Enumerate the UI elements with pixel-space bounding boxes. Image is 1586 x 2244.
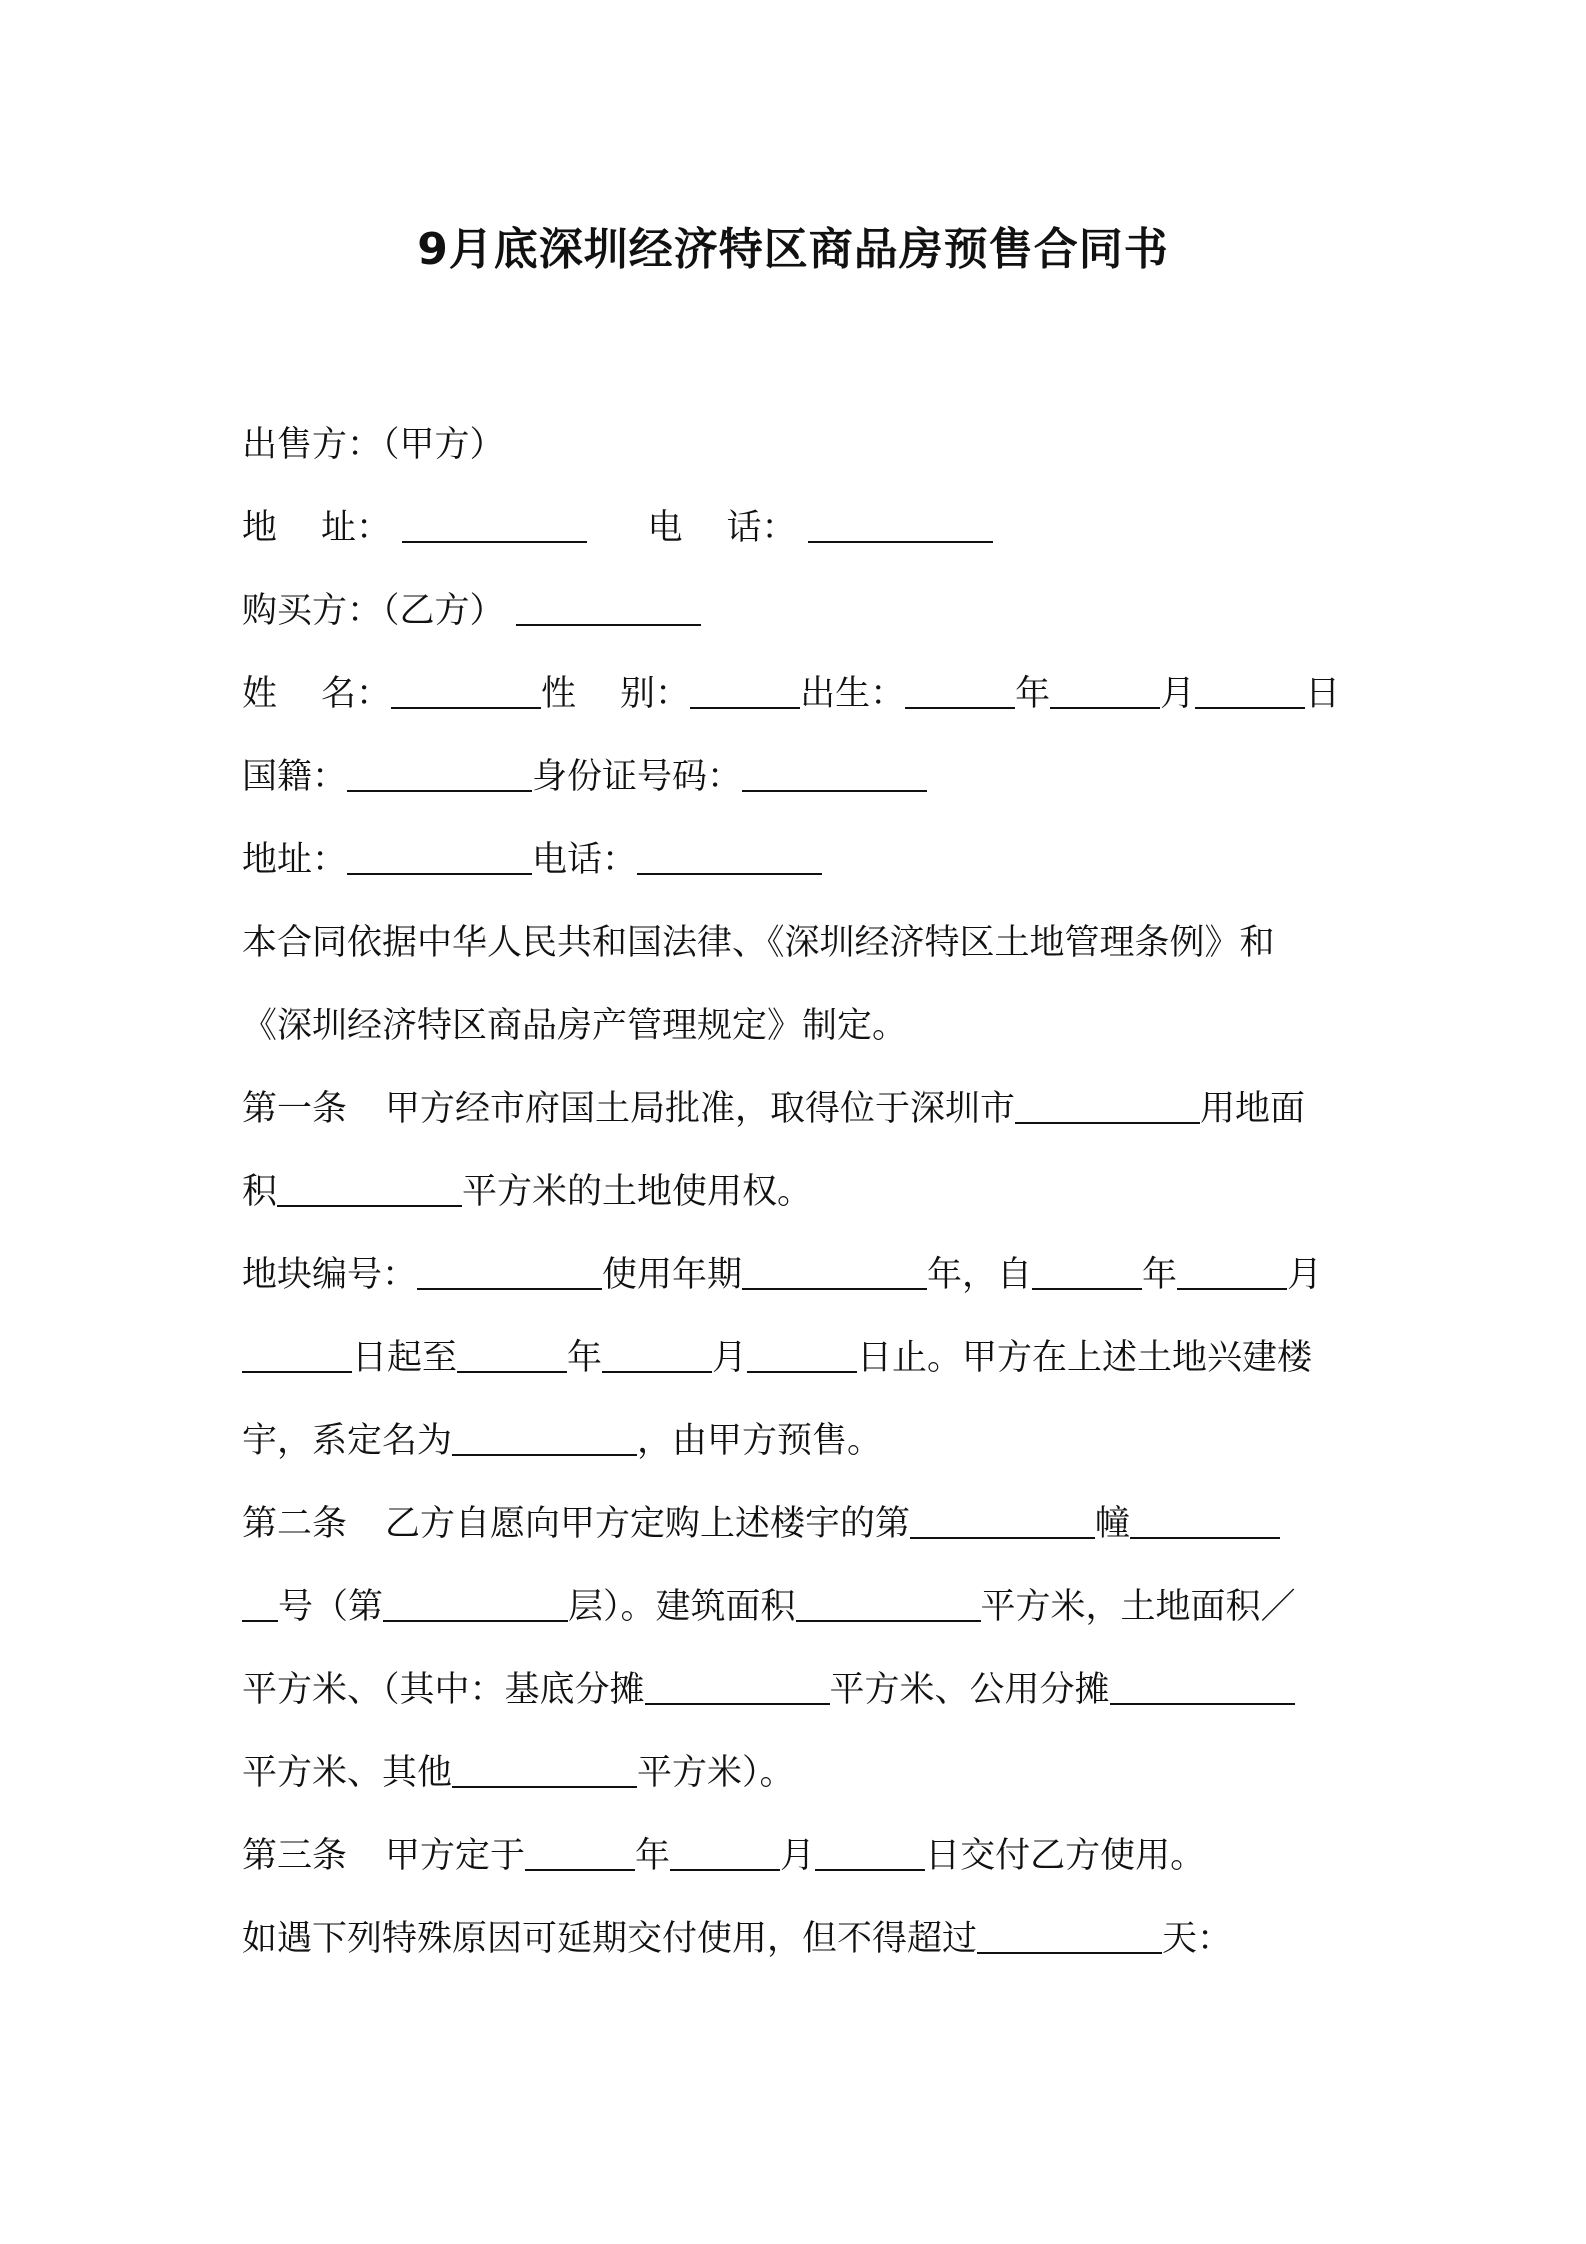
birth-month-blank[interactable] — [1050, 667, 1160, 709]
public-share-label: 平方米、公用分摊 — [829, 1670, 1110, 1710]
name-label-a: 姓 — [242, 674, 278, 714]
birth-label: 出生： — [800, 674, 906, 714]
other-area-unit: 平方米）。 — [637, 1753, 795, 1793]
unit-no-blank-cont[interactable] — [242, 1580, 278, 1622]
article-2-line-2 — [242, 1566, 1357, 1649]
term-from-label: 年，自 — [927, 1255, 1033, 1295]
seller-phone-blank[interactable] — [808, 501, 993, 543]
article-2-line-3 — [242, 1649, 1357, 1732]
nationality-blank[interactable] — [347, 750, 532, 792]
from-year-label: 年 — [1142, 1255, 1178, 1295]
buyer-address-line — [242, 819, 1357, 902]
term-years-blank[interactable] — [742, 1248, 927, 1290]
name-blank[interactable] — [391, 667, 541, 709]
delivery-day-blank[interactable] — [815, 1829, 925, 1871]
building-area-blank[interactable] — [796, 1580, 981, 1622]
buyer-phone-blank[interactable] — [637, 833, 822, 875]
delivery-year-blank[interactable] — [525, 1829, 635, 1871]
land-number-line — [242, 1234, 1357, 1317]
delay-days-label: 天： — [1162, 1919, 1233, 1959]
buyer-line — [242, 570, 1357, 653]
land-number-label: 地块编号： — [242, 1255, 418, 1295]
to-month-blank[interactable] — [602, 1331, 712, 1373]
delivery-month-blank[interactable] — [670, 1829, 780, 1871]
building-name-line — [242, 1400, 1357, 1483]
public-share-blank[interactable] — [1110, 1663, 1295, 1705]
building-no-blank[interactable] — [910, 1497, 1095, 1539]
contract-body — [242, 404, 1357, 1981]
to-year-blank[interactable] — [457, 1331, 567, 1373]
land-location-blank[interactable] — [1015, 1082, 1200, 1124]
birth-year-label: 年 — [1015, 674, 1051, 714]
buyer-blank[interactable] — [516, 584, 701, 626]
to-year-label: 年 — [567, 1338, 603, 1378]
unit-no-label: 号（第 — [278, 1587, 384, 1627]
term-label: 使用年期 — [602, 1255, 743, 1295]
id-number-blank[interactable] — [742, 750, 927, 792]
from-day-label: 日起至 — [352, 1338, 458, 1378]
article-1-line-2 — [242, 1151, 1357, 1234]
nationality-line — [242, 736, 1357, 819]
seller-address-blank[interactable] — [402, 501, 587, 543]
delay-line — [242, 1898, 1357, 1981]
article-3-label: 第三条 — [242, 1836, 348, 1876]
article-1-text-b: 用地面 — [1200, 1089, 1306, 1129]
phone-label-a: 电 — [647, 508, 683, 548]
land-number-blank[interactable] — [417, 1248, 602, 1290]
land-area-blank[interactable] — [277, 1165, 462, 1207]
building-name-label: 宇，系定名为 — [242, 1421, 453, 1461]
basis-line-2 — [242, 985, 1357, 1068]
base-share-blank[interactable] — [645, 1663, 830, 1705]
to-day-label: 日止。甲方在上述土地兴建楼 — [857, 1338, 1313, 1378]
other-area-label: 平方米、其他 — [242, 1753, 453, 1793]
article-1-text-a: 甲方经市府国土局批准，取得位于深圳市 — [385, 1089, 1016, 1129]
delivery-year-label: 年 — [635, 1836, 671, 1876]
id-number-label: 身份证号码： — [532, 757, 743, 797]
seller-line — [242, 404, 1357, 487]
unit-no-blank[interactable] — [1130, 1497, 1280, 1539]
delay-text: 如遇下列特殊原因可延期交付使用，但不得超过 — [242, 1919, 978, 1959]
from-month-blank[interactable] — [1177, 1248, 1287, 1290]
delay-days-blank[interactable] — [977, 1912, 1162, 1954]
building-name-blank[interactable] — [452, 1414, 637, 1456]
article-1-text-d: 平方米的土地使用权。 — [462, 1172, 813, 1212]
buyer-label: 购买方：（乙方） — [242, 591, 505, 631]
seller-address-line — [242, 487, 1357, 570]
article-1-text-c: 积 — [242, 1172, 278, 1212]
floor-blank[interactable] — [383, 1580, 568, 1622]
article-3-line-1 — [242, 1815, 1357, 1898]
name-label-b: 名： — [321, 674, 392, 714]
address-label-b: 址： — [321, 508, 392, 548]
birth-month-label: 月 — [1160, 674, 1196, 714]
buyer-address-label: 地址： — [242, 840, 348, 880]
article-2-label: 第二条 — [242, 1504, 348, 1544]
basis-text-2: 《深圳经济特区商品房产管理规定》制定。 — [242, 1006, 908, 1046]
delivery-day-label: 日交付乙方使用。 — [925, 1836, 1206, 1876]
article-2-line-1 — [242, 1483, 1357, 1566]
buyer-phone-label: 电话： — [532, 840, 638, 880]
basis-text-1: 本合同依据中华人民共和国法律、《深圳经济特区土地管理条例》和 — [242, 923, 1275, 963]
nationality-label: 国籍： — [242, 757, 348, 797]
term-line — [242, 1317, 1357, 1400]
article-2-text-a: 乙方自愿向甲方定购上述楼宇的第 — [385, 1504, 911, 1544]
seller-label: 出售方：（甲方） — [242, 425, 505, 465]
base-share-label: 平方米、（其中：基底分摊 — [242, 1670, 645, 1710]
article-3-text-a: 甲方定于 — [385, 1836, 526, 1876]
phone-label-b: 话： — [726, 508, 797, 548]
sex-blank[interactable] — [690, 667, 800, 709]
from-year-blank[interactable] — [1032, 1248, 1142, 1290]
article-2-line-4 — [242, 1732, 1357, 1815]
document-title: 9月底深圳经济特区商品房预售合同书 — [417, 224, 1169, 275]
buyer-address-blank[interactable] — [347, 833, 532, 875]
floor-label: 层）。建筑面积 — [568, 1587, 796, 1627]
other-area-blank[interactable] — [452, 1746, 637, 1788]
from-month-label: 月 — [1287, 1255, 1323, 1295]
buyer-info-line — [242, 653, 1357, 736]
from-day-blank[interactable] — [242, 1331, 352, 1373]
birth-year-blank[interactable] — [905, 667, 1015, 709]
birth-day-blank[interactable] — [1195, 667, 1305, 709]
building-unit-label: 幢 — [1095, 1504, 1131, 1544]
basis-line-1 — [242, 902, 1357, 985]
article-1-label: 第一条 — [242, 1089, 348, 1129]
sex-label-b: 别： — [620, 674, 691, 714]
to-month-label: 月 — [712, 1338, 748, 1378]
delivery-month-label: 月 — [780, 1836, 816, 1876]
presale-text: ，由甲方预售。 — [637, 1421, 883, 1461]
birth-day-label: 日 — [1305, 674, 1341, 714]
sex-label-a: 性 — [541, 674, 577, 714]
article-1-line-1 — [242, 1068, 1357, 1151]
to-day-blank[interactable] — [747, 1331, 857, 1373]
building-area-label: 平方米，土地面积／ — [980, 1587, 1296, 1627]
address-label-a: 地 — [242, 508, 278, 548]
